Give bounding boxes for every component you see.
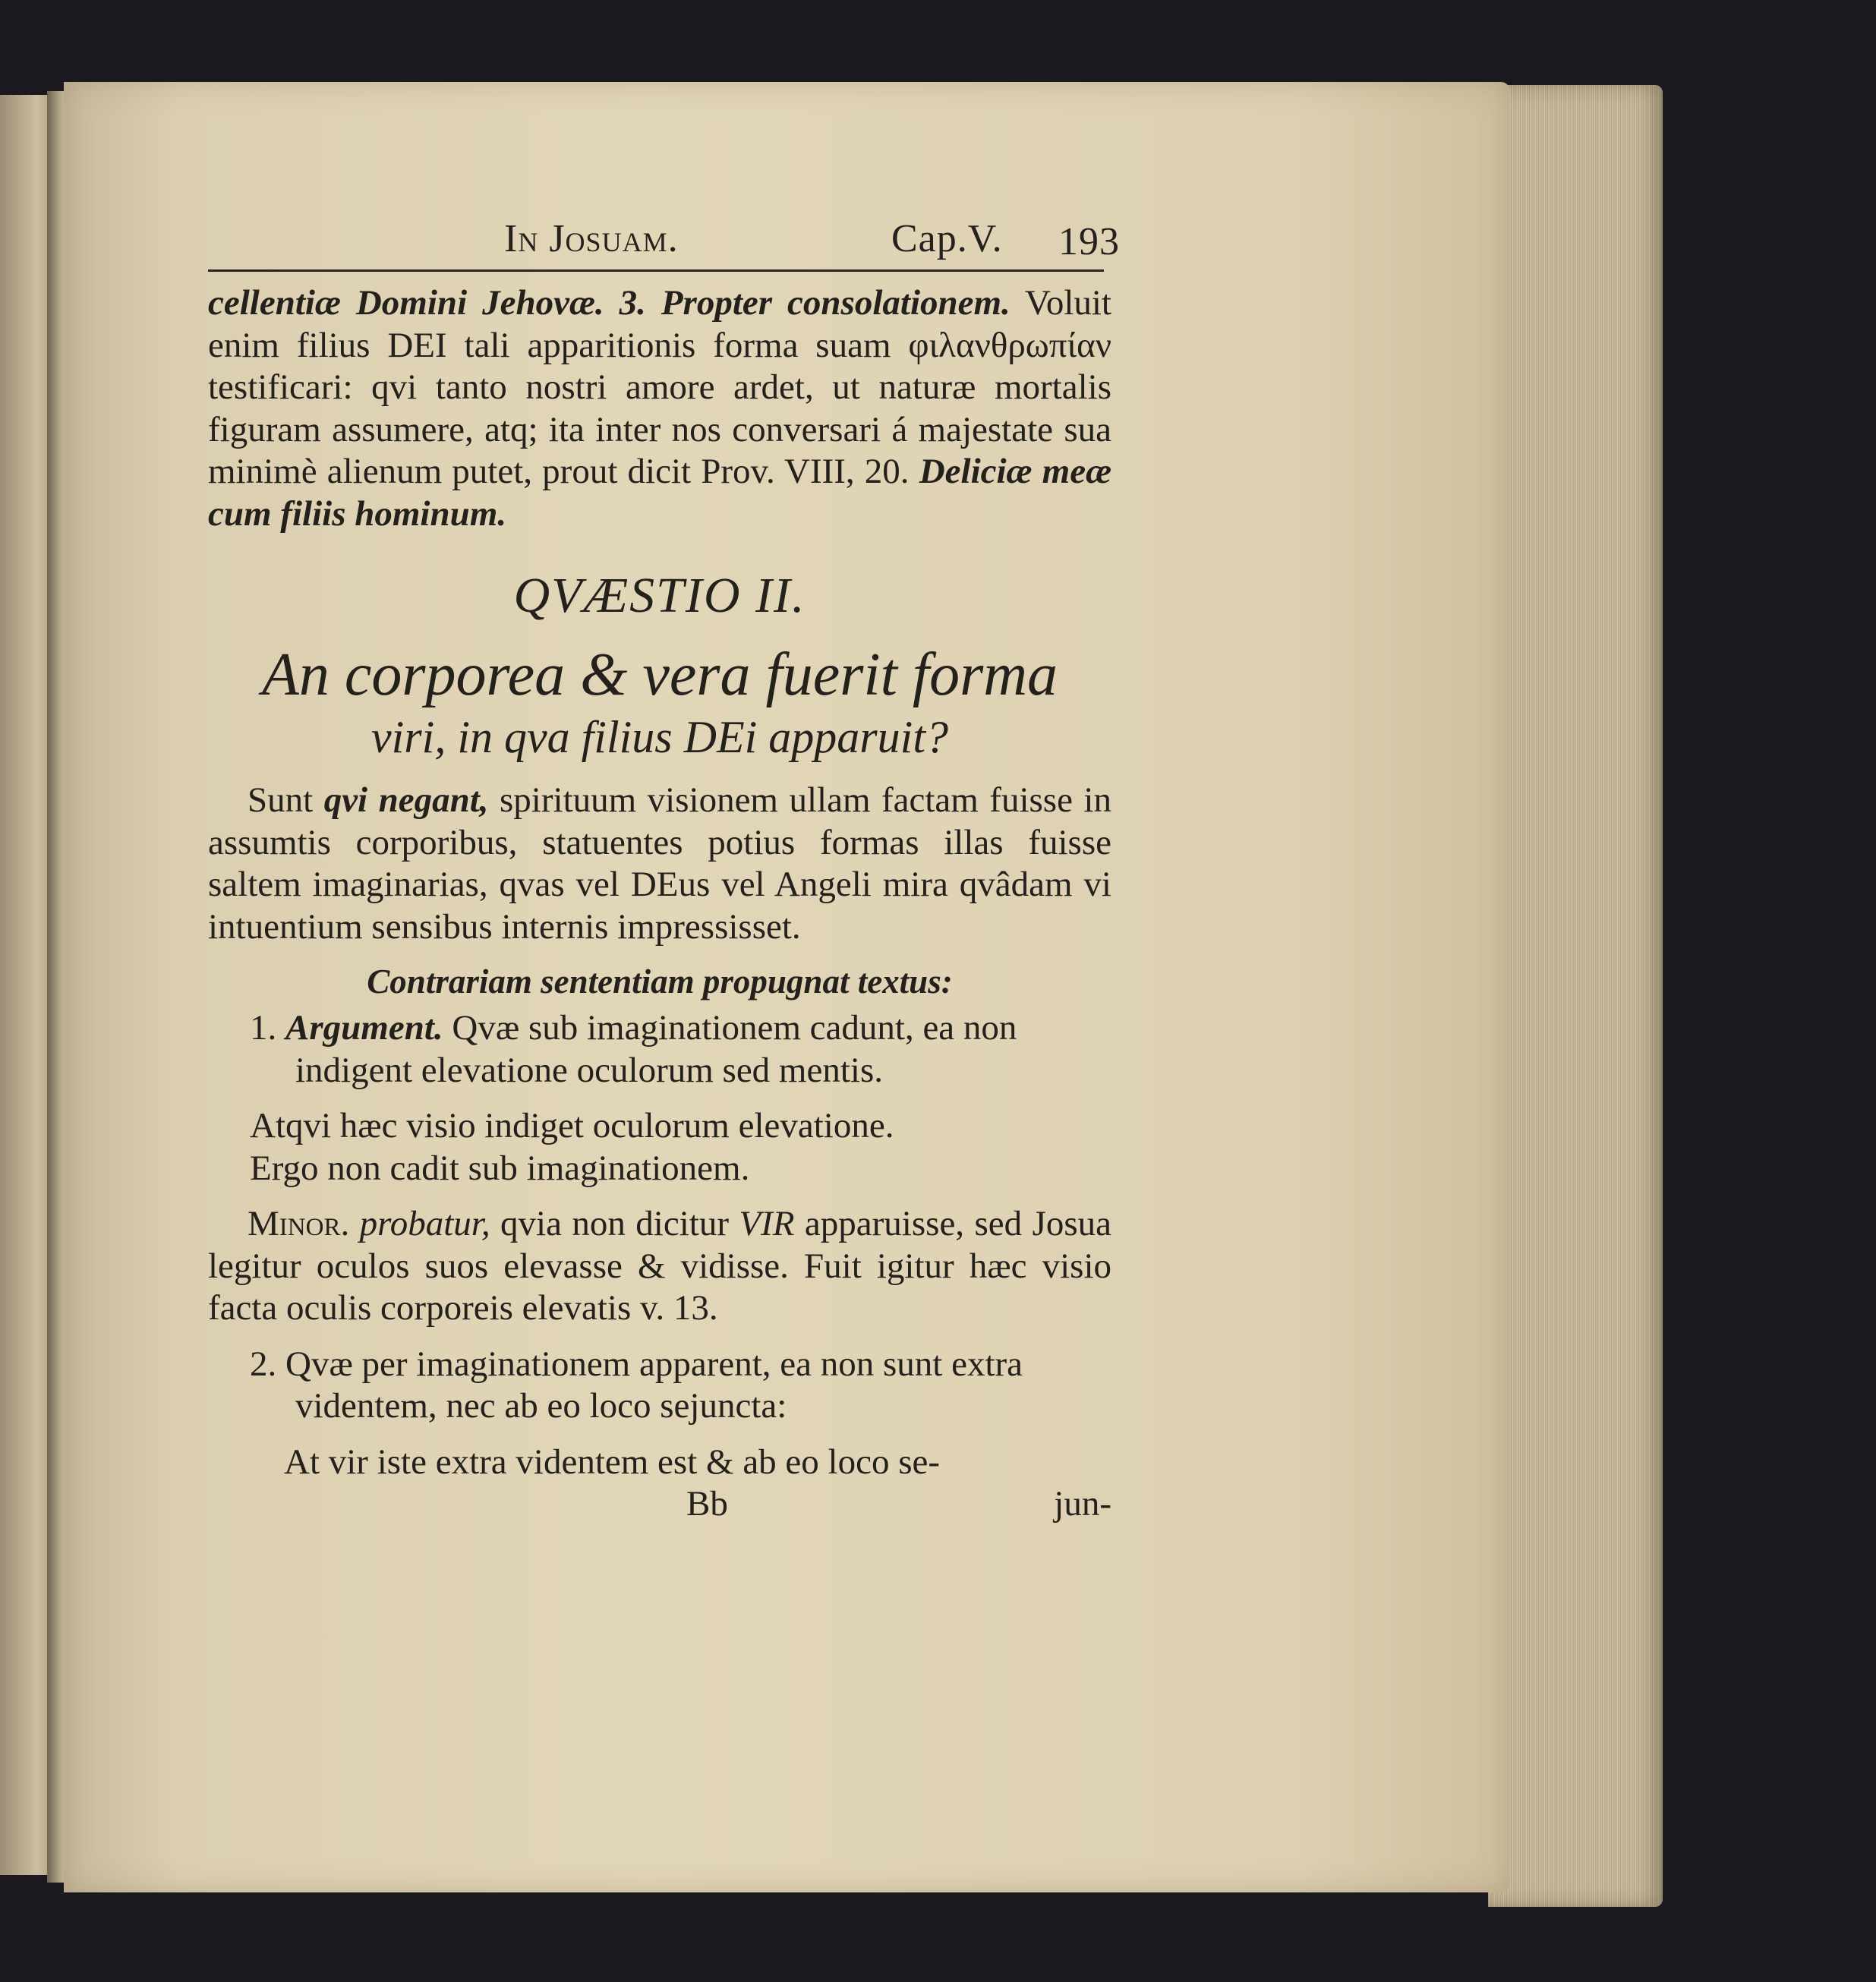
minor-proof-text1: qvia non dicitur: [490, 1204, 739, 1243]
minor-proof-vir: VIR: [739, 1204, 795, 1243]
top-paragraph-quote: Deliciæ meæ cum filiis hominum.: [208, 452, 1112, 534]
contrary-line: Contrariam sententiam propugnat textus:: [367, 963, 953, 1000]
question-title-line2: viri, in qva filius DEi apparuit?: [371, 712, 948, 762]
minor-proof: [208, 1203, 1111, 1330]
argument-2: 2. Qvæ per imaginationem apparent, ea non sunt extra videntem, nec ab eo loco sejuncta:: [250, 1344, 1023, 1426]
syllogism-minor: Atqvi hæc visio indiget oculorum elevatione.: [250, 1106, 894, 1145]
paragraph-sunt-italic: qvi negant,: [323, 780, 489, 820]
page-stack-edges: [1488, 85, 1663, 1907]
paragraph-sunt-text: spirituum visionem ullam factam fuisse in assumtis corporibus, statuentes potius formas illas fuisse saltem imaginarias, qvas vel DEus vel Angeli mira qvâdam vi intuentium sensibus internis impressisset.: [208, 780, 1111, 947]
signature-mark: Bb: [686, 1484, 728, 1524]
page-text: [208, 216, 1120, 1526]
running-title: In Josuam.: [504, 217, 679, 260]
minor-proof-italic: probatur,: [349, 1204, 490, 1243]
syllogism-conclusion: Ergo non cadit sub imaginationem.: [250, 1148, 750, 1188]
question-title-line1: An corporea & vera fuerit forma: [261, 641, 1058, 708]
argument-1-number: 1.: [250, 1008, 277, 1048]
running-head: [208, 216, 1120, 263]
argument-1-text: Qvæ sub imaginationem cadunt, ea non indigent elevatione oculorum sed mentis.: [295, 1008, 1017, 1090]
paragraph-sunt: [208, 780, 1111, 948]
catchword: jun-: [1054, 1484, 1111, 1524]
paragraph-sunt-lead: Sunt: [248, 780, 324, 820]
minor-proof-text2: apparuisse, sed Josua legitur oculos suos elevasse & vidisse. Fuit igitur hæc visio facta oculis corporeis elevatis v. 13.: [208, 1204, 1112, 1328]
question-label: QVÆSTIO II.: [513, 568, 806, 623]
argument-1-label: Argument.: [285, 1008, 443, 1048]
at-line: At vir iste extra videntem est & ab eo loco se-: [284, 1442, 941, 1482]
page-footer: [208, 1483, 1111, 1526]
minor-proof-lead: Minor.: [248, 1204, 350, 1243]
top-paragraph: [208, 282, 1111, 535]
top-paragraph-intro: cellentiæ Domini Jehovæ. 3. Propter consolationem.: [208, 283, 1011, 323]
top-paragraph-text: Voluit enim filius DEI tali apparitionis forma suam φιλανθρωπίαν testificari: qvi tanto nostri amore ardet, ut naturæ mortalis figuram assumere, atq; ita inter nos conversari á majestate sua minimè alienum putet, prout dicit Prov. VIII, 20.: [208, 283, 1111, 491]
chapter-label: Cap.V.: [891, 217, 1003, 260]
header-rule: [208, 269, 1104, 272]
page-number: 193: [1058, 220, 1120, 263]
argument-1: [208, 1007, 1111, 1092]
